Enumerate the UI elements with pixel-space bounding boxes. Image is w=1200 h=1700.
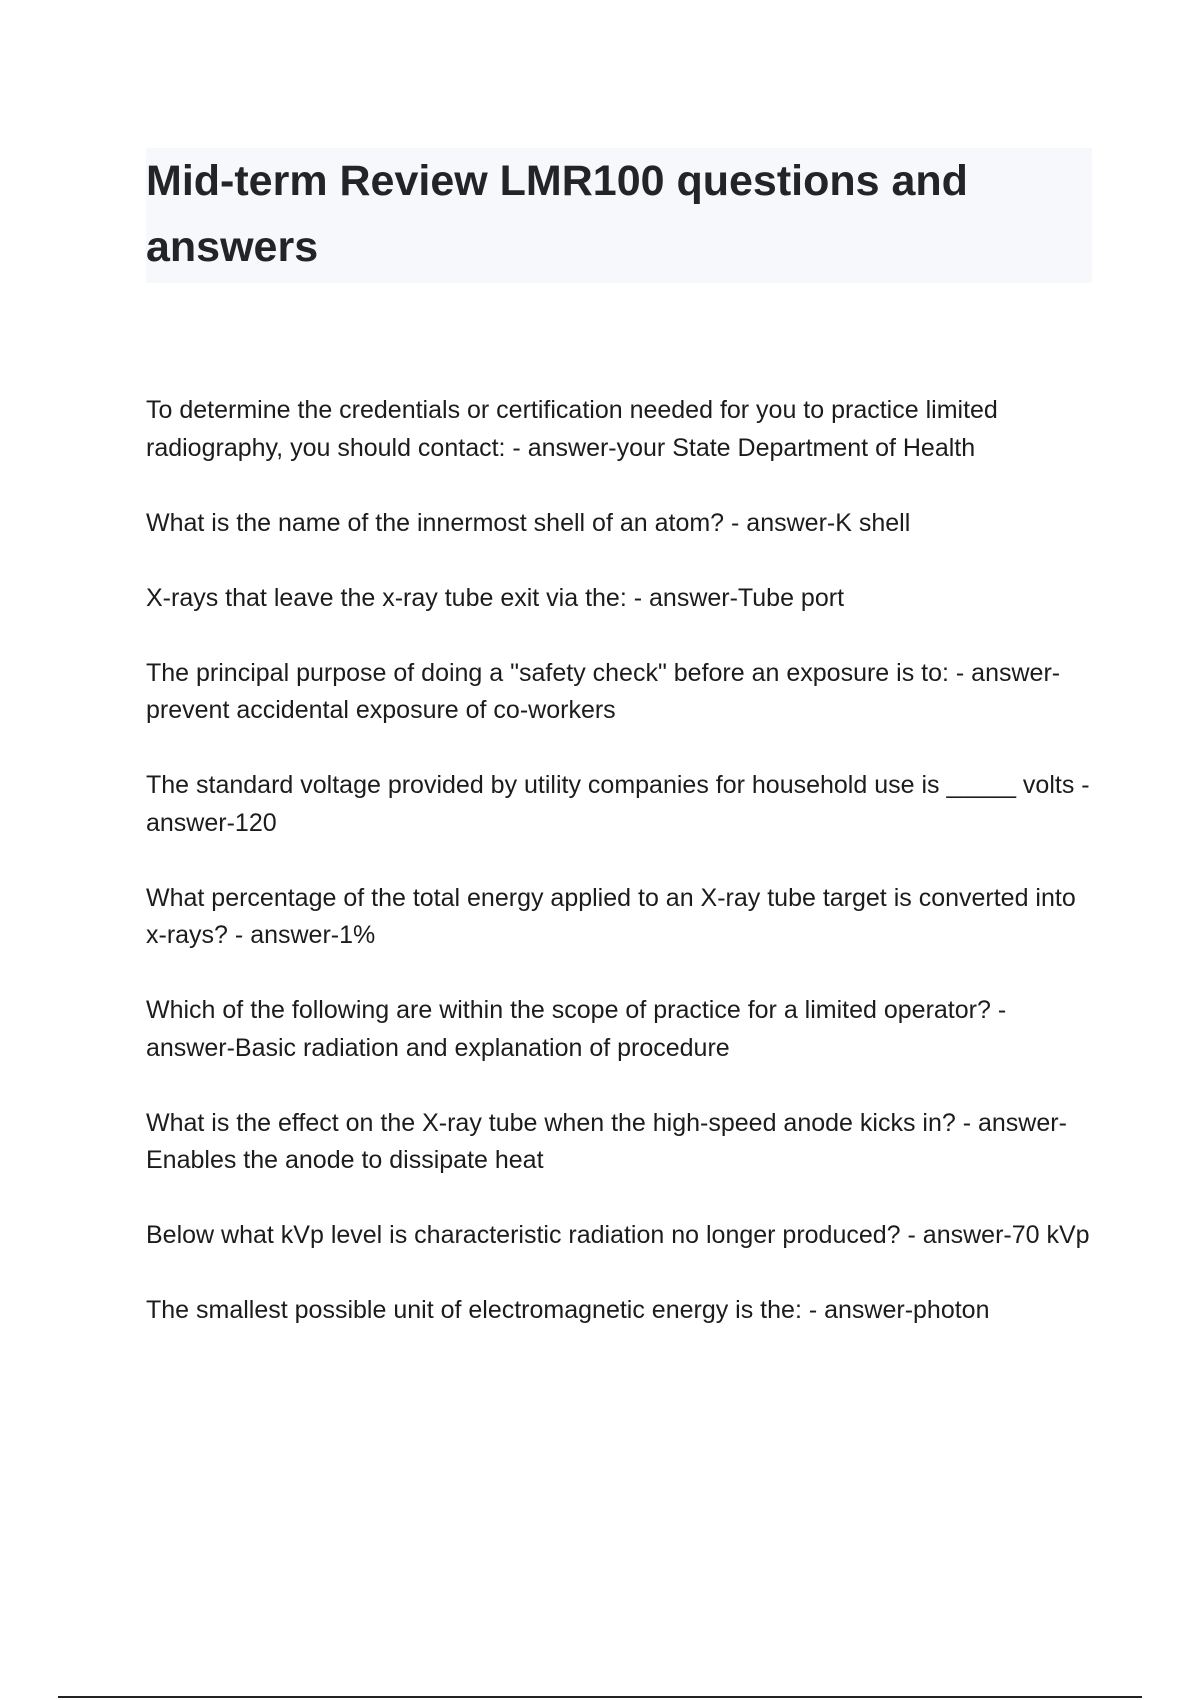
answer-text: answer-prevent accidental exposure of co-workers	[146, 658, 1061, 724]
question-text: The standard voltage provided by utility companies for household use is _____ volts -	[146, 771, 1090, 799]
qa-item-1	[146, 392, 1096, 467]
footer-divider	[58, 1696, 1142, 1698]
question-text: The smallest possible unit of electromagnetic energy is the: -	[146, 1296, 825, 1324]
qa-item-9	[146, 1217, 1096, 1255]
answer-text: answer-K shell	[746, 508, 911, 537]
qa-item-5	[146, 767, 1096, 842]
answer-text: answer-Basic radiation and explanation of procedure	[146, 1033, 730, 1062]
qa-item-3	[146, 580, 1096, 618]
answer-text: answer-120	[146, 808, 277, 837]
question-text: Below what kVp level is characteristic radiation no longer produced? -	[146, 1221, 923, 1249]
qa-item-7	[146, 992, 1096, 1067]
answer-text: answer-70 kVp	[922, 1221, 1090, 1249]
question-text: To determine the credentials or certification needed for you to practice limited radiography, you should contact: -	[146, 396, 998, 462]
qa-item-4	[146, 655, 1096, 730]
answer-text: answer-1%	[250, 921, 376, 949]
question-text: What is the effect on the X-ray tube when the high-speed anode kicks in? -	[146, 1108, 978, 1137]
qa-item-8	[146, 1105, 1096, 1180]
question-text: X-rays that leave the x-ray tube exit via the: -	[146, 583, 650, 612]
question-text: The principal purpose of doing a "safety check" before an exposure is to: -	[146, 658, 972, 687]
title-block	[146, 148, 1092, 283]
answer-text: answer-photon	[824, 1296, 990, 1324]
question-text: What percentage of the total energy applied to an X-ray tube target is converted into x-rays? -	[146, 883, 1076, 949]
question-text: Which of the following are within the scope of practice for a limited operator? -	[146, 996, 1007, 1024]
qa-item-6	[146, 880, 1096, 955]
answer-text: answer-your State Department of Health	[527, 433, 976, 462]
qa-item-10	[146, 1292, 1096, 1330]
answer-text: answer-Enables the anode to dissipate heat	[146, 1108, 1067, 1174]
qa-item-2	[146, 505, 1096, 543]
document-title: Mid-term Review LMR100 questions and answers	[146, 157, 968, 271]
answer-text: answer-Tube port	[649, 583, 845, 612]
question-text: What is the name of the innermost shell of an atom? -	[146, 508, 747, 537]
qa-list	[146, 392, 1096, 1367]
